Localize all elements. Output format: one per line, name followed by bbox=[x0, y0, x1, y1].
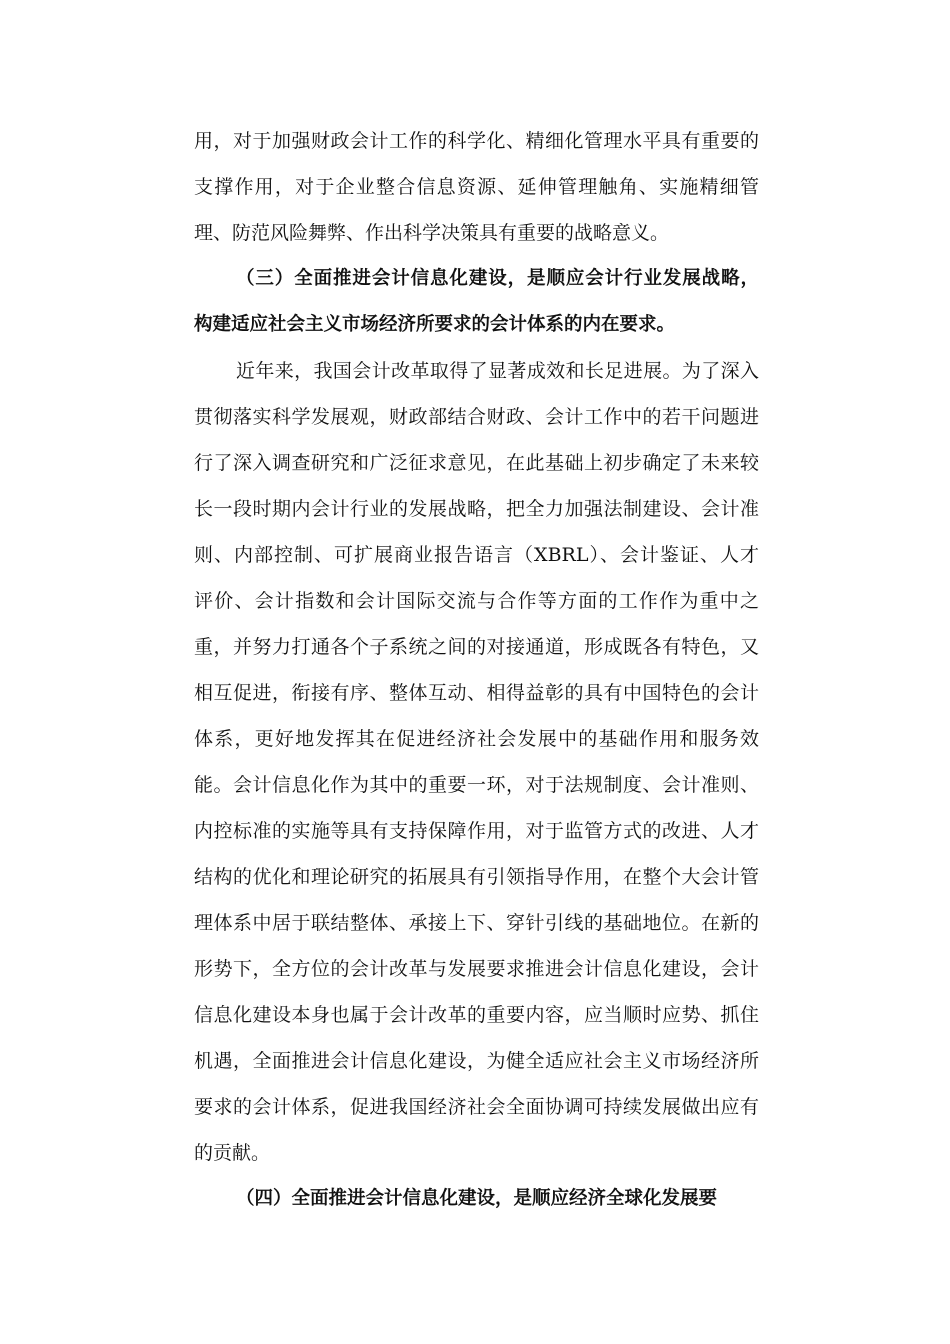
heading-line: 构建适应社会主义市场经济所要求的会计体系的内在要求。 bbox=[194, 314, 676, 335]
section-heading-3 bbox=[194, 256, 759, 348]
text-line: 相互促进，衔接有序、整体互动、相得益彰的具有中国特色的会计 bbox=[194, 682, 759, 704]
paragraph-body bbox=[194, 348, 759, 1176]
text-line: 行了深入调查研究和广泛征求意见，在此基础上初步确定了未来较 bbox=[194, 452, 759, 474]
text-line: 用，对于加强财政会计工作的科学化、精细化管理水平具有重要的 bbox=[194, 130, 759, 152]
text-line: 近年来，我国会计改革取得了显著成效和长足进展。为了深入 bbox=[236, 360, 759, 382]
text-line: 的贡献。 bbox=[194, 1142, 271, 1164]
paragraph-continued bbox=[194, 118, 759, 256]
text-line: 贯彻落实科学发展观，财政部结合财政、会计工作中的若干问题进 bbox=[194, 406, 759, 428]
text-line: 形势下，全方位的会计改革与发展要求推进会计信息化建设，会计 bbox=[194, 958, 759, 980]
text-line: 长一段时期内会计行业的发展战略，把全力加强法制建设、会计准 bbox=[194, 498, 759, 520]
text-line: 体系，更好地发挥其在促进经济社会发展中的基础作用和服务效 bbox=[194, 728, 759, 750]
text-line: 理体系中居于联结整体、承接上下、穿针引线的基础地位。在新的 bbox=[194, 912, 759, 934]
text-line: 则、内部控制、可扩展商业报告语言（XBRL）、会计鉴证、人才 bbox=[194, 544, 759, 566]
text-line: 结构的优化和理论研究的拓展具有引领指导作用，在整个大会计管 bbox=[194, 866, 759, 888]
text-line: 支撑作用，对于企业整合信息资源、延伸管理触角、实施精细管 bbox=[194, 176, 759, 198]
text-line: 信息化建设本身也属于会计改革的重要内容，应当顺时应势、抓住 bbox=[194, 1004, 759, 1026]
heading-line: （三）全面推进会计信息化建设，是顺应会计行业发展战略， bbox=[236, 268, 759, 289]
text-line: 评价、会计指数和会计国际交流与合作等方面的工作作为重中之 bbox=[194, 590, 759, 612]
text-line: 机遇，全面推进会计信息化建设，为健全适应社会主义市场经济所 bbox=[194, 1050, 759, 1072]
heading-line: （四）全面推进会计信息化建设，是顺应经济全球化发展要 bbox=[236, 1188, 718, 1209]
document-body bbox=[194, 118, 759, 1222]
text-line: 重，并努力打通各个子系统之间的对接通道，形成既各有特色，又 bbox=[194, 636, 759, 658]
text-line: 内控标准的实施等具有支持保障作用，对于监管方式的改进、人才 bbox=[194, 820, 759, 842]
text-line: 要求的会计体系，促进我国经济社会全面协调可持续发展做出应有 bbox=[194, 1096, 759, 1118]
text-line: 理、防范风险舞弊、作出科学决策具有重要的战略意义。 bbox=[194, 222, 670, 244]
section-heading-4 bbox=[194, 1176, 759, 1222]
text-line: 能。会计信息化作为其中的重要一环，对于法规制度、会计准则、 bbox=[194, 774, 759, 796]
